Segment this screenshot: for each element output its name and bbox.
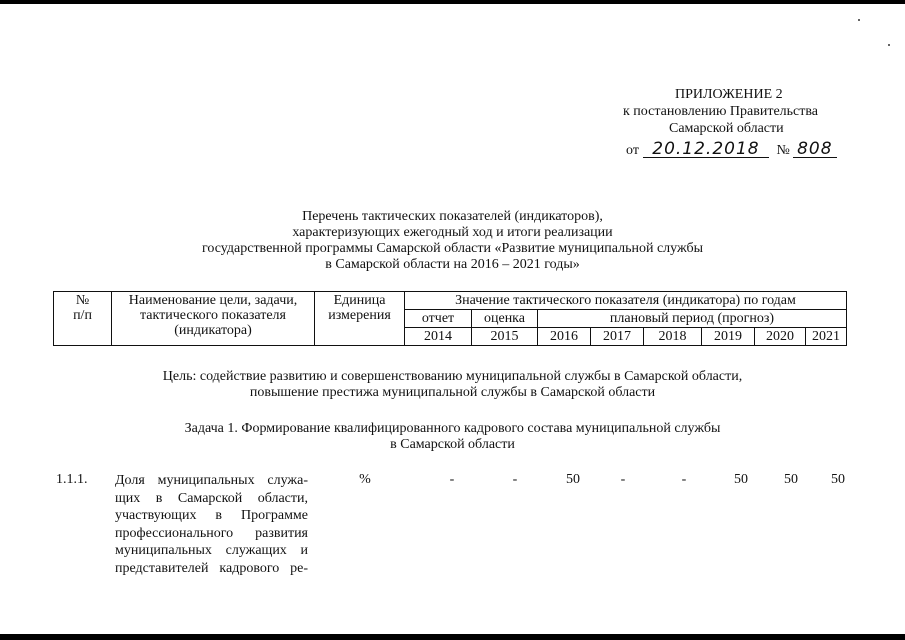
col-number-line: №: [75, 293, 90, 308]
indicator-value: 50: [831, 472, 845, 487]
col-name-line: Наименование цели, задачи,: [128, 293, 298, 308]
col-unit-header: [315, 292, 405, 346]
year-cell: 2015: [472, 328, 538, 346]
task-line: в Самарской области: [390, 437, 515, 452]
heading-line: государственной программы Самарской области «Развитие муниципальной службы: [202, 241, 703, 256]
task-line: Задача 1. Формирование квалифицированного кадрового состава муниципальной службы: [184, 421, 721, 436]
year-cell: 2014: [405, 328, 472, 346]
indicator-unit: %: [359, 472, 371, 487]
col-name-line: тактического показателя: [140, 308, 286, 323]
year-cell: 2017: [591, 328, 644, 346]
appendix-line-decree: к постановлению Правительства: [623, 104, 819, 119]
col-number-header: [54, 292, 112, 346]
indicator-name-line: щих в Самарской области,: [115, 490, 308, 506]
values-group-header: Значение тактического показателя (индикатора) по годам: [405, 292, 847, 310]
heading-line: Перечень тактических показателей (индикаторов),: [302, 209, 603, 224]
goal-line: Цель: содействие развитию и совершенствованию муниципальной службы в Самарской области,: [162, 369, 743, 384]
col-unit-line: измерения: [328, 308, 391, 323]
indicator-value: -: [681, 472, 687, 487]
heading-line: в Самарской области на 2016 – 2021 годы»: [325, 257, 580, 272]
year-cell: 2018: [644, 328, 702, 346]
handwritten-number: 808: [793, 141, 837, 158]
appendix-line-region: Самарской области: [669, 121, 784, 136]
year-cell: 2021: [806, 328, 847, 346]
top-border: [0, 0, 905, 4]
task-statement: [0, 421, 905, 453]
scan-speck: [858, 19, 860, 21]
goal-line: повышение престижа муниципальной службы в Самарской области: [249, 385, 656, 400]
goal-statement: [0, 369, 905, 401]
report-label: отчет: [405, 310, 472, 328]
indicator-number: 1.1.1.: [56, 472, 88, 487]
heading-line: характеризующих ежегодный ход и итоги реализации: [292, 225, 613, 240]
indicator-name-line: профессионального развития: [115, 525, 308, 541]
date-prefix: от: [626, 143, 639, 158]
col-number-line: п/п: [73, 308, 92, 323]
col-unit-line: Единица: [333, 293, 386, 308]
col-name-line: (индикатора): [174, 323, 252, 338]
col-name-header: [112, 292, 315, 346]
indicator-value: -: [512, 472, 518, 487]
bottom-border: [0, 634, 905, 640]
indicator-value: -: [449, 472, 455, 487]
appendix-date-line: [560, 141, 900, 159]
estimate-label: оценка: [472, 310, 538, 328]
document-heading: [0, 209, 905, 273]
scan-speck: [888, 44, 890, 46]
year-cell: 2020: [755, 328, 806, 346]
indicator-value: 50: [784, 472, 798, 487]
appendix-block: [560, 86, 900, 159]
indicator-value: -: [620, 472, 626, 487]
year-cell: 2016: [538, 328, 591, 346]
indicator-name: [115, 472, 308, 577]
number-prefix: №: [776, 143, 790, 158]
indicator-name-line: муниципальных служащих и: [115, 543, 308, 558]
indicators-table-header: [53, 291, 847, 346]
appendix-title: ПРИЛОЖЕНИЕ 2: [675, 87, 783, 102]
indicator-name-line: представителей кадрового ре-: [115, 560, 308, 576]
indicator-value: 50: [566, 472, 580, 487]
plan-period-label: плановый период (прогноз): [538, 310, 847, 328]
indicator-value: 50: [734, 472, 748, 487]
indicator-name-line: Доля муниципальных служа-: [115, 473, 308, 488]
indicator-name-line: участвующих в Программе: [115, 508, 308, 523]
handwritten-date: 20.12.2018: [643, 141, 769, 158]
year-cell: 2019: [702, 328, 755, 346]
